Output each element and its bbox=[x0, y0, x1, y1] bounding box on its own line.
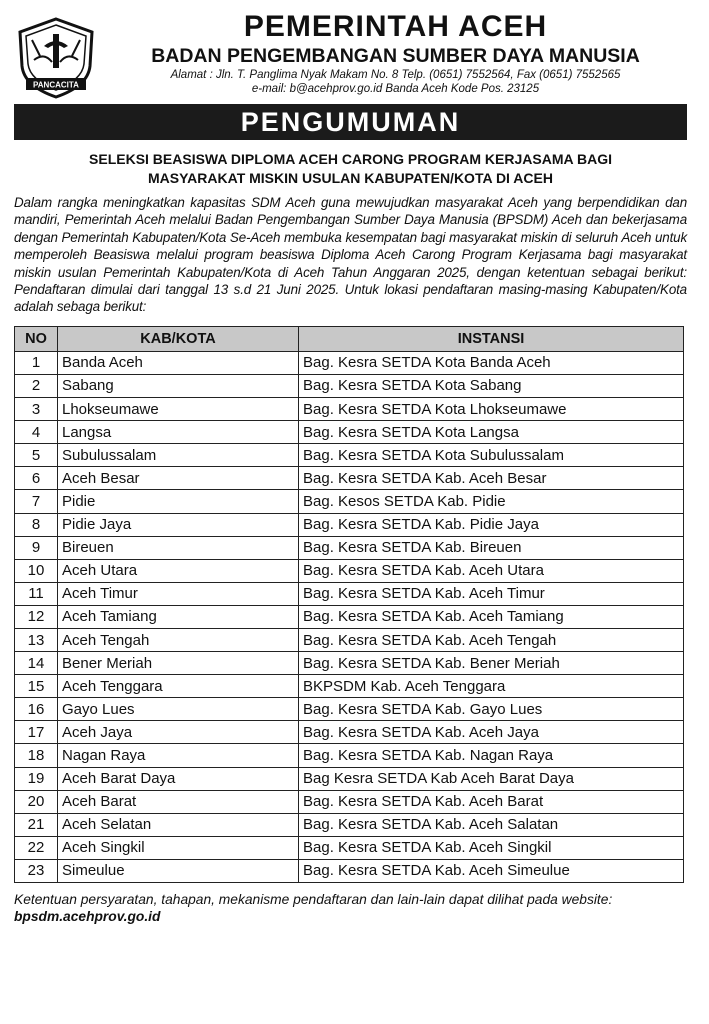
announcement-title-line1: SELEKSI BEASISWA DIPLOMA ACEH CARONG PROGRAM KERJASAMA BAGI bbox=[89, 151, 612, 167]
table-row bbox=[15, 444, 684, 467]
row-instansi: Bag. Kesra SETDA Kab. Aceh Tamiang bbox=[299, 605, 684, 628]
row-kab-kota: Aceh Tamiang bbox=[58, 605, 299, 628]
website-link[interactable]: bpsdm.acehprov.go.id bbox=[14, 909, 161, 924]
row-instansi: Bag. Kesra SETDA Kab. Aceh Jaya bbox=[299, 721, 684, 744]
row-kab-kota: Bener Meriah bbox=[58, 652, 299, 675]
table-row bbox=[15, 836, 684, 859]
row-instansi: Bag. Kesra SETDA Kab. Aceh Besar bbox=[299, 467, 684, 490]
row-number: 11 bbox=[15, 582, 58, 605]
table-row bbox=[15, 605, 684, 628]
table-row bbox=[15, 721, 684, 744]
row-instansi: Bag. Kesra SETDA Kab. Aceh Singkil bbox=[299, 836, 684, 859]
row-instansi: Bag. Kesra SETDA Kota Langsa bbox=[299, 421, 684, 444]
row-number: 4 bbox=[15, 421, 58, 444]
row-kab-kota: Simeulue bbox=[58, 859, 299, 882]
row-number: 7 bbox=[15, 490, 58, 513]
table-row bbox=[15, 628, 684, 651]
row-kab-kota: Aceh Selatan bbox=[58, 813, 299, 836]
row-instansi: Bag. Kesra SETDA Kab. Pidie Jaya bbox=[299, 513, 684, 536]
announcement-banner: PENGUMUMAN bbox=[14, 104, 687, 140]
row-kab-kota: Aceh Besar bbox=[58, 467, 299, 490]
table-row bbox=[15, 675, 684, 698]
row-kab-kota: Banda Aceh bbox=[58, 351, 299, 374]
row-instansi: Bag. Kesra SETDA Kab. Aceh Simeulue bbox=[299, 859, 684, 882]
table-row bbox=[15, 374, 684, 397]
letterhead bbox=[14, 12, 687, 102]
header-instansi: INSTANSI bbox=[299, 326, 684, 351]
registration-locations-table bbox=[14, 326, 684, 883]
header-no: NO bbox=[15, 326, 58, 351]
agency-name: BADAN PENGEMBANGAN SUMBER DAYA MANUSIA bbox=[151, 45, 640, 67]
row-number: 14 bbox=[15, 652, 58, 675]
letterhead-text bbox=[104, 12, 687, 96]
table-row bbox=[15, 536, 684, 559]
row-instansi: Bag Kesra SETDA Kab Aceh Barat Daya bbox=[299, 767, 684, 790]
footer-note bbox=[14, 891, 687, 925]
row-kab-kota: Lhokseumawe bbox=[58, 398, 299, 421]
row-kab-kota: Aceh Barat Daya bbox=[58, 767, 299, 790]
row-number: 1 bbox=[15, 351, 58, 374]
row-number: 18 bbox=[15, 744, 58, 767]
row-number: 22 bbox=[15, 836, 58, 859]
row-instansi: Bag. Kesra SETDA Kota Subulussalam bbox=[299, 444, 684, 467]
table-row bbox=[15, 398, 684, 421]
table-row bbox=[15, 767, 684, 790]
announcement-title bbox=[14, 150, 687, 188]
row-instansi: Bag. Kesos SETDA Kab. Pidie bbox=[299, 490, 684, 513]
table-header-row bbox=[15, 326, 684, 351]
row-kab-kota: Nagan Raya bbox=[58, 744, 299, 767]
row-instansi: Bag. Kesra SETDA Kab. Aceh Utara bbox=[299, 559, 684, 582]
table-row bbox=[15, 813, 684, 836]
table-row bbox=[15, 790, 684, 813]
row-kab-kota: Sabang bbox=[58, 374, 299, 397]
row-instansi: Bag. Kesra SETDA Kota Lhokseumawe bbox=[299, 398, 684, 421]
row-number: 23 bbox=[15, 859, 58, 882]
row-instansi: Bag. Kesra SETDA Kab. Aceh Salatan bbox=[299, 813, 684, 836]
email-line: e-mail: b@acehprov.go.id Banda Aceh Kode Pos. 23125 bbox=[251, 83, 540, 95]
row-number: 9 bbox=[15, 536, 58, 559]
row-instansi: BKPSDM Kab. Aceh Tenggara bbox=[299, 675, 684, 698]
body-paragraph: Dalam rangka meningkatkan kapasitas SDM Aceh guna mewujudkan masyarakat Aceh yang berpendidikan dan mandiri, Pemerintah Aceh melalui Badan Pengembangan Sumber Daya Manusia (BPSDM) Aceh dan bekerjasama dengan Pemerintah Kabupaten/Kota Se-Aceh membuka kesempatan bagi masyarakat miskin di seluruh Aceh untuk memperoleh Beasiswa melalui program beasiswa Diploma Aceh Carong Program Kerjasama bagi masyarakat miskin usulan Pemerintah Kabupaten/Kota di Aceh Tahun Anggaran 2025, dengan ketentuan sebagai berikut: Pendaftaran dimulai dari tanggal 13 s.d 21 Juni 2025. Untuk lokasi pendaftaran masing-masing Kabupaten/Kota adalah sebaga berikut: bbox=[14, 195, 687, 315]
row-number: 6 bbox=[15, 467, 58, 490]
row-kab-kota: Aceh Tengah bbox=[58, 628, 299, 651]
table-row bbox=[15, 652, 684, 675]
table-row bbox=[15, 559, 684, 582]
row-number: 5 bbox=[15, 444, 58, 467]
row-instansi: Bag. Kesra SETDA Kab. Gayo Lues bbox=[299, 698, 684, 721]
row-number: 12 bbox=[15, 605, 58, 628]
row-instansi: Bag. Kesra SETDA Kab. Aceh Tengah bbox=[299, 628, 684, 651]
row-number: 13 bbox=[15, 628, 58, 651]
aceh-emblem-icon bbox=[14, 16, 98, 100]
table-row bbox=[15, 513, 684, 536]
row-kab-kota: Pidie Jaya bbox=[58, 513, 299, 536]
table-row bbox=[15, 582, 684, 605]
row-instansi: Bag. Kesra SETDA Kab. Nagan Raya bbox=[299, 744, 684, 767]
table-row bbox=[15, 351, 684, 374]
row-kab-kota: Langsa bbox=[58, 421, 299, 444]
table-body bbox=[15, 351, 684, 882]
row-number: 21 bbox=[15, 813, 58, 836]
row-number: 20 bbox=[15, 790, 58, 813]
table-row bbox=[15, 698, 684, 721]
row-instansi: Bag. Kesra SETDA Kab. Bireuen bbox=[299, 536, 684, 559]
row-number: 8 bbox=[15, 513, 58, 536]
announcement-title-line2: MASYARAKAT MISKIN USULAN KABUPATEN/KOTA DI ACEH bbox=[148, 170, 553, 186]
row-kab-kota: Pidie bbox=[58, 490, 299, 513]
svg-text:PANCACITA: PANCACITA bbox=[33, 80, 79, 90]
row-kab-kota: Aceh Jaya bbox=[58, 721, 299, 744]
footer-text: Ketentuan persyaratan, tahapan, mekanisme pendaftaran dan lain-lain dapat dilihat pada website: bbox=[14, 892, 613, 907]
row-kab-kota: Aceh Timur bbox=[58, 582, 299, 605]
row-kab-kota: Aceh Tenggara bbox=[58, 675, 299, 698]
row-instansi: Bag. Kesra SETDA Kab. Aceh Timur bbox=[299, 582, 684, 605]
table-row bbox=[15, 859, 684, 882]
row-number: 19 bbox=[15, 767, 58, 790]
row-number: 2 bbox=[15, 374, 58, 397]
table-row bbox=[15, 421, 684, 444]
row-instansi: Bag. Kesra SETDA Kota Sabang bbox=[299, 374, 684, 397]
row-number: 3 bbox=[15, 398, 58, 421]
row-instansi: Bag. Kesra SETDA Kab. Bener Meriah bbox=[299, 652, 684, 675]
row-kab-kota: Aceh Barat bbox=[58, 790, 299, 813]
address-line: Alamat : Jln. T. Panglima Nyak Makam No. 8 Telp. (0651) 7552564, Fax (0651) 7552565 bbox=[170, 69, 621, 81]
table-row bbox=[15, 490, 684, 513]
row-kab-kota: Aceh Singkil bbox=[58, 836, 299, 859]
row-number: 10 bbox=[15, 559, 58, 582]
row-kab-kota: Gayo Lues bbox=[58, 698, 299, 721]
row-instansi: Bag. Kesra SETDA Kota Banda Aceh bbox=[299, 351, 684, 374]
row-number: 17 bbox=[15, 721, 58, 744]
table-row bbox=[15, 744, 684, 767]
row-kab-kota: Subulussalam bbox=[58, 444, 299, 467]
table-row bbox=[15, 467, 684, 490]
row-instansi: Bag. Kesra SETDA Kab. Aceh Barat bbox=[299, 790, 684, 813]
header-kab-kota: KAB/KOTA bbox=[58, 326, 299, 351]
row-number: 16 bbox=[15, 698, 58, 721]
row-kab-kota: Bireuen bbox=[58, 536, 299, 559]
government-title: PEMERINTAH ACEH bbox=[243, 10, 548, 43]
row-kab-kota: Aceh Utara bbox=[58, 559, 299, 582]
row-number: 15 bbox=[15, 675, 58, 698]
